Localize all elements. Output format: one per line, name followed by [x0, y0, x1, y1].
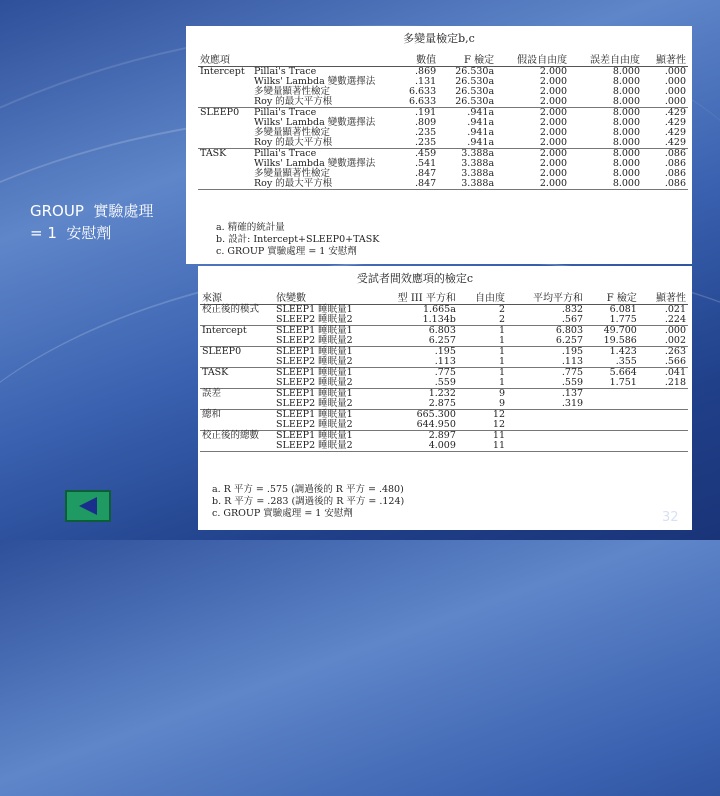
table-cell: .429 [664, 117, 686, 128]
table-cell: 8.000 [612, 148, 641, 159]
table-header-row [198, 56, 688, 67]
table-cell: 9 [498, 388, 506, 399]
table-cell [200, 420, 274, 431]
table-cell [198, 118, 252, 128]
table-cell: 校正後的模式 [202, 304, 260, 315]
panel-title: 受試者間效應項的檢定c [356, 272, 474, 285]
table-cell: 6.257 [507, 336, 585, 347]
table-cell: SLEEP1 睡眠量1 [276, 304, 353, 315]
table-note: b. R 平方 = .283 (調過後的 R 平方 = .124) [212, 496, 405, 507]
table-cell: 19.586 [585, 336, 639, 347]
table-cell: SLEEP1 睡眠量1 [276, 430, 353, 441]
table-cell: .000 [664, 325, 686, 336]
table-cell: 2.000 [496, 138, 569, 149]
table-cell: .086 [664, 168, 686, 179]
table-note: c. GROUP 實驗處理 = 1 安慰劑 [216, 246, 357, 257]
table-cell: 1 [498, 325, 506, 336]
table-cell [585, 410, 639, 421]
table-cell: 多變量顯著性檢定 [254, 86, 331, 97]
table-cell: 11 [492, 430, 506, 441]
table-cell: 1 [458, 378, 507, 389]
group-label: GROUP 實驗處理 = 1 安慰劑 [30, 202, 154, 242]
table-row [198, 179, 688, 190]
table-cell: .869 [415, 66, 437, 77]
table-cell: Wilks' Lambda 變數選擇法 [254, 76, 376, 87]
table-cell: Roy 的最大平方根 [252, 179, 396, 190]
table-cell [585, 399, 639, 410]
table-cell: 3.388a [438, 179, 496, 190]
table-cell: 644.950 [368, 420, 458, 431]
column-header: 平均平方和 [507, 294, 585, 305]
table-cell: .021 [664, 304, 686, 315]
table-cell: 1.751 [585, 378, 639, 389]
table-cell: 8.000 [569, 97, 642, 108]
table-cell [198, 159, 252, 169]
table-cell: SLEEP1 睡眠量1 [276, 409, 353, 420]
table-cell: 12 [492, 409, 506, 420]
table-cell: 26.530a [438, 97, 496, 108]
table-row [200, 336, 688, 347]
table-cell: .086 [664, 158, 686, 169]
table-cell: 8.000 [612, 117, 641, 128]
table-cell: 8.000 [612, 158, 641, 169]
column-header: 型 III 平方和 [368, 294, 458, 305]
table-cell: 3.388a [461, 148, 495, 159]
column-header: 自由度 [458, 294, 507, 305]
table-cell: 665.300 [416, 409, 456, 420]
table-cell: .355 [585, 357, 639, 368]
table-cell: SLEEP1 睡眠量1 [276, 388, 353, 399]
table-cell [198, 169, 252, 179]
table-cell: .195 [561, 346, 584, 357]
table-cell: 2.000 [539, 158, 568, 169]
table-cell: .137 [561, 388, 584, 399]
table-cell: SLEEP0 [202, 346, 242, 357]
table-cell [507, 441, 585, 452]
table-cell: .000 [664, 86, 686, 97]
table-cell: Intercept [200, 66, 245, 77]
table-cell [639, 389, 688, 400]
table-cell: 2.000 [539, 86, 568, 97]
table-cell: 2.000 [539, 148, 568, 159]
table-cell: 6.633 [396, 97, 438, 108]
table-cell: 26.530a [455, 66, 495, 77]
table-cell: .941a [467, 117, 495, 128]
table-cell: 3.388a [461, 158, 495, 169]
table-cell: 1 [458, 357, 507, 368]
table-cell: .041 [664, 367, 686, 378]
table-cell: .235 [415, 127, 437, 138]
table-cell: .559 [507, 378, 585, 389]
table-cell [639, 410, 688, 421]
table-cell [198, 77, 252, 87]
table-cell: .086 [664, 148, 686, 159]
table-cell: 26.530a [455, 76, 495, 87]
table-cell: 2.000 [539, 76, 568, 87]
table-cell [639, 420, 688, 431]
table-cell: 2.875 [368, 399, 458, 410]
table-row [200, 399, 688, 410]
table-row [200, 315, 688, 326]
table-cell: Roy 的最大平方根 [252, 138, 396, 149]
table-cell: .319 [507, 399, 585, 410]
column-header: 效應項 [198, 56, 252, 67]
table-note: a. 精確的統計量 [216, 222, 285, 233]
table-body [200, 305, 688, 452]
table-cell: .429 [642, 138, 688, 149]
table-cell: .113 [507, 357, 585, 368]
table-row [200, 441, 688, 452]
table-cell: SLEEP1 睡眠量1 [276, 346, 353, 357]
table-cell [585, 420, 639, 431]
table-cell: SLEEP1 睡眠量1 [276, 325, 353, 336]
table-cell: Wilks' Lambda 變數選擇法 [254, 117, 376, 128]
table-cell: .566 [639, 357, 688, 368]
column-header: 假設自由度 [496, 56, 569, 67]
table-cell: .002 [639, 336, 688, 347]
table-cell: 11 [458, 441, 507, 452]
table-cell: Wilks' Lambda 變數選擇法 [254, 158, 376, 169]
table-cell: .567 [507, 315, 585, 326]
table-cell: 2.000 [539, 127, 568, 138]
table-cell: .847 [396, 179, 438, 190]
table-cell: SLEEP2 睡眠量2 [274, 357, 368, 368]
table-cell [639, 441, 688, 452]
column-header: 誤差自由度 [569, 56, 642, 67]
table-cell: 1 [498, 346, 506, 357]
table-cell [200, 336, 274, 347]
table-cell: 2.000 [496, 179, 569, 190]
table-cell [200, 357, 274, 368]
table-cell: .847 [415, 168, 437, 179]
table-cell: 1 [498, 367, 506, 378]
table-header-row [200, 294, 688, 305]
table-cell: 2.000 [539, 66, 568, 77]
table-cell: 8.000 [612, 66, 641, 77]
column-header [252, 56, 396, 67]
table-body [198, 67, 688, 190]
table-cell: 1.134b [368, 315, 458, 326]
table-cell: .224 [639, 315, 688, 326]
table-cell: 49.700 [603, 325, 637, 336]
page-number: 32 [662, 510, 679, 525]
table-cell: 8.000 [569, 138, 642, 149]
table-cell: 8.000 [612, 76, 641, 87]
table-cell: 多變量顯著性檢定 [254, 168, 331, 179]
table-cell: .559 [368, 378, 458, 389]
table-cell: 2 [498, 304, 506, 315]
table-notes [216, 222, 379, 258]
table-cell [200, 378, 274, 389]
table-cell: .263 [664, 346, 686, 357]
table-cell: .941a [467, 127, 495, 138]
table-cell: .941a [467, 107, 495, 118]
table-cell: .000 [664, 66, 686, 77]
table-notes [212, 484, 404, 520]
table-cell [200, 315, 274, 326]
column-header: F 檢定 [585, 294, 639, 305]
table-cell: 誤差 [202, 388, 222, 399]
table-cell [507, 420, 585, 431]
table-cell: 8.000 [612, 168, 641, 179]
table-cell: 2.000 [496, 97, 569, 108]
table-cell [585, 389, 639, 400]
between-subjects-panel [198, 266, 692, 530]
column-header: 顯著性 [639, 294, 688, 305]
table-cell: .086 [642, 179, 688, 190]
table-cell: .191 [415, 107, 437, 118]
table-note: a. R 平方 = .575 (調過後的 R 平方 = .480) [212, 484, 404, 495]
table-cell: 5.664 [609, 367, 637, 378]
table-cell [200, 399, 274, 410]
table-cell: .941a [438, 138, 496, 149]
table-cell [639, 431, 688, 442]
table-cell: Pillai's Trace [254, 66, 317, 77]
table-note: b. 設計: Intercept+SLEEP0+TASK [216, 234, 380, 245]
table-cell: 1.232 [428, 388, 456, 399]
table-cell: Intercept [202, 325, 247, 336]
back-arrow-icon [79, 497, 97, 515]
column-header: F 檢定 [438, 56, 496, 67]
table-cell: 26.530a [455, 86, 495, 97]
table-cell: 1 [458, 336, 507, 347]
table-cell [507, 431, 585, 442]
table-cell: 總和 [202, 409, 222, 420]
table-cell: 8.000 [612, 127, 641, 138]
table-cell: 12 [458, 420, 507, 431]
table-cell: 2 [458, 315, 507, 326]
column-header: 數值 [396, 56, 438, 67]
table-cell: .000 [664, 76, 686, 87]
between-subjects-table [200, 294, 688, 452]
table-cell: 2.897 [428, 430, 456, 441]
column-header: 顯著性 [642, 56, 688, 67]
table-cell: TASK [202, 367, 229, 378]
table-cell: .775 [561, 367, 584, 378]
table-cell: .541 [415, 158, 437, 169]
table-cell: .113 [368, 357, 458, 368]
table-cell: 8.000 [569, 179, 642, 190]
table-cell [200, 441, 274, 452]
table-row [200, 420, 688, 431]
table-cell: 1.665a [423, 304, 456, 315]
table-cell: .218 [639, 378, 688, 389]
table-cell: 6.081 [609, 304, 637, 315]
table-cell: .459 [415, 148, 437, 159]
table-row [200, 378, 688, 389]
table-cell: 8.000 [612, 86, 641, 97]
table-cell: .809 [415, 117, 437, 128]
table-cell: 3.388a [461, 168, 495, 179]
table-cell: SLEEP2 睡眠量2 [274, 420, 368, 431]
table-cell [639, 399, 688, 410]
multivariate-tests-table [198, 56, 688, 190]
table-row [198, 138, 688, 149]
table-cell: 6.803 [428, 325, 456, 336]
table-cell: 多變量顯著性檢定 [254, 127, 331, 138]
table-cell: Pillai's Trace [254, 148, 317, 159]
table-cell: .131 [415, 76, 437, 87]
table-cell: SLEEP2 睡眠量2 [274, 336, 368, 347]
table-cell [198, 128, 252, 138]
table-cell: SLEEP2 睡眠量2 [274, 399, 368, 410]
table-cell: Pillai's Trace [254, 107, 317, 118]
table-cell: .235 [396, 138, 438, 149]
table-cell: .832 [561, 304, 584, 315]
table-cell: 9 [458, 399, 507, 410]
multivariate-tests-panel [186, 26, 692, 264]
column-header: 依變數 [274, 294, 368, 305]
column-header: 來源 [200, 294, 274, 305]
table-cell: 6.803 [555, 325, 584, 336]
table-note: c. GROUP 實驗處理 = 1 安慰劑 [212, 508, 353, 519]
table-cell: SLEEP2 睡眠量2 [274, 441, 368, 452]
table-cell: SLEEP1 睡眠量1 [276, 367, 353, 378]
table-cell: 2.000 [539, 117, 568, 128]
table-cell: Roy 的最大平方根 [252, 97, 396, 108]
table-cell: SLEEP0 [200, 107, 240, 118]
table-cell [198, 138, 252, 149]
table-cell [198, 97, 252, 108]
table-cell [507, 410, 585, 421]
table-cell: 1.423 [609, 346, 637, 357]
table-cell: 1.775 [585, 315, 639, 326]
table-cell [198, 179, 252, 190]
table-cell [585, 431, 639, 442]
table-cell: 6.257 [368, 336, 458, 347]
table-cell [585, 441, 639, 452]
table-cell: 校正後的總數 [202, 430, 260, 441]
table-cell: SLEEP2 睡眠量2 [274, 378, 368, 389]
table-cell: .000 [642, 97, 688, 108]
table-cell: .429 [664, 107, 686, 118]
table-cell: 2.000 [539, 168, 568, 179]
table-cell: .195 [434, 346, 456, 357]
table-cell: 6.633 [408, 86, 437, 97]
table-cell: .429 [664, 127, 686, 138]
table-cell: .775 [434, 367, 456, 378]
table-cell: TASK [200, 148, 227, 159]
table-row [198, 97, 688, 108]
table-cell: SLEEP2 睡眠量2 [274, 315, 368, 326]
back-button[interactable] [65, 490, 111, 522]
table-cell: 4.009 [368, 441, 458, 452]
panel-title: 多變量檢定b,c [403, 32, 475, 45]
table-cell: 8.000 [612, 107, 641, 118]
table-cell: 2.000 [539, 107, 568, 118]
table-row [200, 357, 688, 368]
table-cell [198, 87, 252, 97]
